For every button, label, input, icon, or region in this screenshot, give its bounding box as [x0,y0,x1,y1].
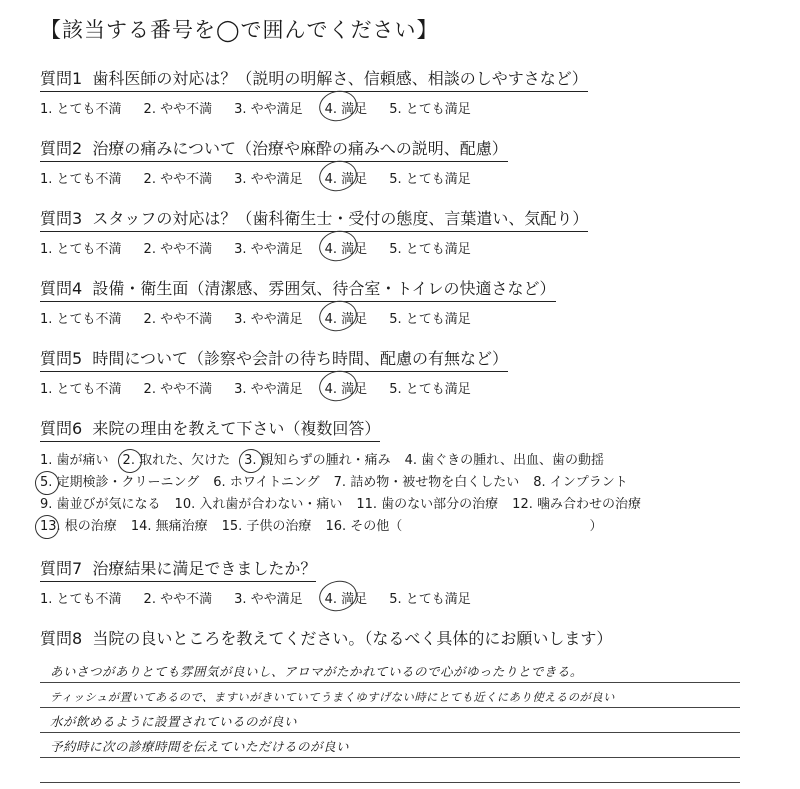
reason-option[interactable]: 1. 歯が痛い [40,453,109,468]
question-3-label: 質問3 [40,209,83,228]
circled-selection-mark [33,513,61,541]
question-5-text: 時間について（診察や会計の待ち時間、配慮の有無など） [92,349,509,368]
circled-selection-mark [316,157,359,194]
rating-option[interactable]: 2. やや不満 [143,242,213,257]
instruction-heading: 【該当する番号を◯で囲んでください】 [40,18,439,42]
question-8-label: 質問8 [40,629,83,648]
question-7-options [40,588,780,607]
question-4-text: 設備・衛生面（清潔感、雰囲気、待合室・トイレの快適さなど） [92,279,556,298]
handwritten-answer: ティッシュが置いてあるので、ますいがきいていてうまくゆすげない時にとても近くにあり使えるのが良い [50,691,615,704]
reason-row [40,494,780,516]
question-5 [40,346,780,397]
rating-option[interactable]: 4. 満足 [325,168,368,187]
question-7 [40,556,780,607]
answer-line [40,758,740,783]
question-8-answer-area [40,658,740,783]
rating-option[interactable]: 2. やや不満 [143,172,213,187]
rating-option[interactable]: 4. 満足 [325,378,368,397]
rating-option[interactable]: 2. やや不満 [143,592,213,607]
question-1 [40,66,780,117]
handwritten-answer: あいさつがありとても雰囲気が良いし、アロマがたかれているので心がゆったりとできる。 [50,664,583,679]
question-7-label: 質問7 [40,559,83,578]
rating-option[interactable]: 4. 満足 [325,588,368,607]
reason-option[interactable]: 13. 根の治療 [40,519,117,534]
circled-selection-mark [316,87,359,124]
question-5-heading [40,346,508,372]
question-6-heading [40,416,380,442]
rating-option[interactable]: 5. とても満足 [389,592,471,607]
reason-option[interactable]: ） [589,519,603,534]
reason-option[interactable]: 7. 詰め物・被せ物を白くしたい [333,475,520,490]
reason-option[interactable]: 6. ホワイトニング [213,475,320,490]
rating-option[interactable]: 5. とても満足 [389,172,471,187]
question-6 [40,416,780,538]
rating-option[interactable]: 3. やや満足 [234,312,303,327]
question-7-heading [40,556,316,582]
handwritten-answer: 予約時に次の診療時間を伝えていただけるのが良い [50,739,350,754]
question-6-label: 質問6 [40,419,83,438]
question-8-text: 当院の良いところを教えてください。（なるべく具体的にお願いします） [92,629,613,648]
rating-option[interactable]: 5. とても満足 [389,382,471,397]
circled-selection-mark [316,297,359,334]
rating-option[interactable]: 3. やや満足 [234,382,303,397]
question-4 [40,276,780,327]
reason-option[interactable]: 3. 親知らずの腫れ・痛み [244,453,391,468]
rating-option[interactable]: 1. とても不満 [40,382,122,397]
rating-option[interactable]: 4. 満足 [325,98,368,117]
reason-row [40,450,780,472]
question-7-text: 治療結果に満足できましたか？ [92,559,317,578]
question-4-label: 質問4 [40,279,83,298]
rating-option[interactable]: 4. 満足 [325,308,368,327]
question-3-options [40,238,780,257]
rating-option[interactable]: 2. やや不満 [143,102,213,117]
reason-row [40,516,780,538]
rating-option[interactable]: 3. やや満足 [234,172,303,187]
question-5-options [40,378,780,397]
reason-option[interactable]: 16. その他（ [325,519,403,534]
rating-option[interactable]: 5. とても満足 [389,312,471,327]
question-5-label: 質問5 [40,349,83,368]
question-8-heading [40,626,612,651]
circled-selection-mark [316,577,359,614]
answer-line [40,658,740,683]
question-2-text: 治療の痛みについて（治療や麻酔の痛みへの説明、配慮） [92,139,508,158]
answer-line [40,683,740,708]
question-8 [40,626,780,651]
question-3-heading [40,206,588,232]
answer-line [40,733,740,758]
question-6-reasons [40,450,780,538]
question-1-label: 質問1 [40,69,83,88]
reason-option[interactable]: 12. 噛み合わせの治療 [512,497,641,512]
reason-option[interactable]: 8. インプラント [533,475,628,490]
question-4-options [40,308,780,327]
rating-option[interactable]: 1. とても不満 [40,102,122,117]
reason-option[interactable]: 11. 歯のない部分の治療 [356,497,499,512]
question-2-label: 質問2 [40,139,83,158]
reason-option[interactable]: 10. 入れ歯が合わない・痛い [174,497,343,512]
rating-option[interactable]: 2. やや不満 [143,382,213,397]
question-4-heading [40,276,556,302]
reason-row [40,472,780,494]
reason-option[interactable]: 5. 定期検診・クリーニング [40,475,199,490]
answer-line [40,708,740,733]
question-3-text: スタッフの対応は？（歯科衛生士・受付の態度、言葉遣い、気配り） [92,209,589,228]
rating-option[interactable]: 4. 満足 [325,238,368,257]
circled-selection-mark [237,447,265,475]
reason-option[interactable]: 14. 無痛治療 [130,519,208,534]
rating-option[interactable]: 1. とても不満 [40,172,122,187]
question-1-heading [40,66,588,92]
circled-selection-mark [115,447,143,475]
question-2-options [40,168,780,187]
question-1-text: 歯科医師の対応は？（説明の明解さ、信頼感、相談のしやすさなど） [92,69,588,88]
rating-option[interactable]: 1. とても不満 [40,592,122,607]
question-2 [40,136,780,187]
reason-option[interactable]: 9. 歯並びが気になる [40,497,161,512]
circled-selection-mark [316,227,359,264]
question-1-options [40,98,780,117]
rating-option[interactable]: 5. とても満足 [389,242,471,257]
handwritten-answer: 水が飲めるように設置されているのが良い [50,714,298,729]
question-3 [40,206,780,257]
rating-option[interactable]: 1. とても不満 [40,312,122,327]
circled-selection-mark [33,469,61,497]
rating-option[interactable]: 3. やや満足 [234,592,303,607]
reason-option[interactable]: 2. 取れた、欠けた [123,453,231,468]
rating-option[interactable]: 3. やや満足 [234,102,303,117]
reason-option[interactable]: 4. 歯ぐきの腫れ、出血、歯の動揺 [404,453,604,468]
question-6-text: 来院の理由を教えて下さい（複数回答） [92,419,381,438]
rating-option[interactable]: 3. やや満足 [234,242,303,257]
question-2-heading [40,136,508,162]
rating-option[interactable]: 1. とても不満 [40,242,122,257]
reason-option[interactable]: 15. 子供の治療 [221,519,312,534]
circled-selection-mark [316,367,359,404]
rating-option[interactable]: 2. やや不満 [143,312,213,327]
rating-option[interactable]: 5. とても満足 [389,102,471,117]
